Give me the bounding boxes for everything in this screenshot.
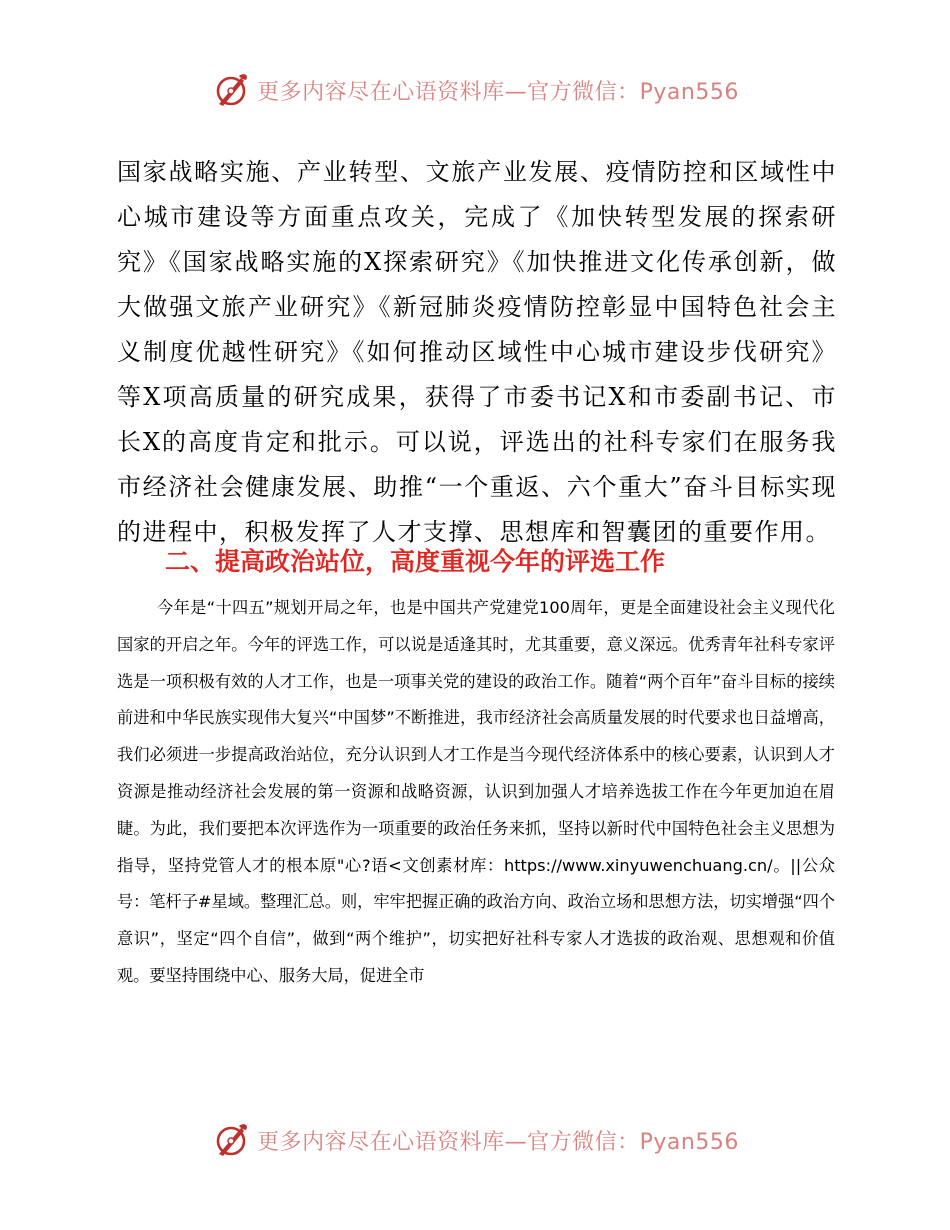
body-paragraph-2: 今年是“十四五”规划开局之年，也是中国共产党建党100周年，更是全面建设社会主义现代化国家的开启之年。今年的评选工作，可以说是适逢其时，尤其重要，意义深远。优秀青年社科专家评选是一项积极有效的人才工作，也是一项事关党的建设的政治工作。随着“两个百年”奋斗目标的接续前进和中华民族实现伟大复兴“中国梦”不断推进，我市经济社会高质量发展的时代要求也日益增高，我们必须进一步提高政治站位，充分认识到人才工作是当今现代经济体系中的核心要素，认识到人才资源是推动经济社会发展的第一资源和战略资源，认识到加强人才培养选拔工作在今年更加迫在眉睫。为此，我们要把本次评选作为一项重要的政治任务来抓，坚持以新时代中国特色社会主义思想为指导，坚持党管人才的根本原"心?语<文创素材库：https://www.xinyuwenchuang.cn/。||公众号：笔杆子#星域。整理汇总。则，牢牢把握正确的政治方向、政治立场和思想方法，切实增强“四个意识”，坚定“四个自信”，做到“两个维护”，切实把好社科专家人才选拔的政治观、思想观和价值观。要坚持围绕中心、服务大局，促进全市 — [117, 598, 836, 985]
header-watermark — [0, 68, 950, 112]
watermark-text: 更多内容尽在心语资料库—官方微信：Pyan556 — [257, 1129, 739, 1155]
body-paragraph-1: 国家战略实施、产业转型、文旅产业发展、疫情防控和区域性中心城市建设等方面重点攻关，完成了《加快转型发展的探索研究》《国家战略实施的X探索研究》《加快推进文化传承创新，做大做强文旅产业研究》《新冠肺炎疫情防控彰显中国特色社会主义制度优越性研究》《如何推动区域性中心城市建设步伐研究》等X项高质量的研究成果，获得了市委书记X和市委副书记、市长X的高度肯定和批示。可以说，评选出的社科专家们在服务我市经济社会健康发展、助推“一个重返、六个重大”奋斗目标实现的进程中，积极发挥了人才支撑、思想库和智囊团的重要作用。 — [117, 158, 837, 546]
quill-pen-logo-icon — [211, 70, 251, 110]
watermark-text: 更多内容尽在心语资料库—官方微信：Pyan556 — [257, 79, 739, 105]
footer-watermark — [0, 1118, 950, 1162]
section-heading-2: 二、提高政治站位，高度重视今年的评选工作 — [165, 547, 666, 576]
quill-pen-logo-icon — [211, 1120, 251, 1160]
